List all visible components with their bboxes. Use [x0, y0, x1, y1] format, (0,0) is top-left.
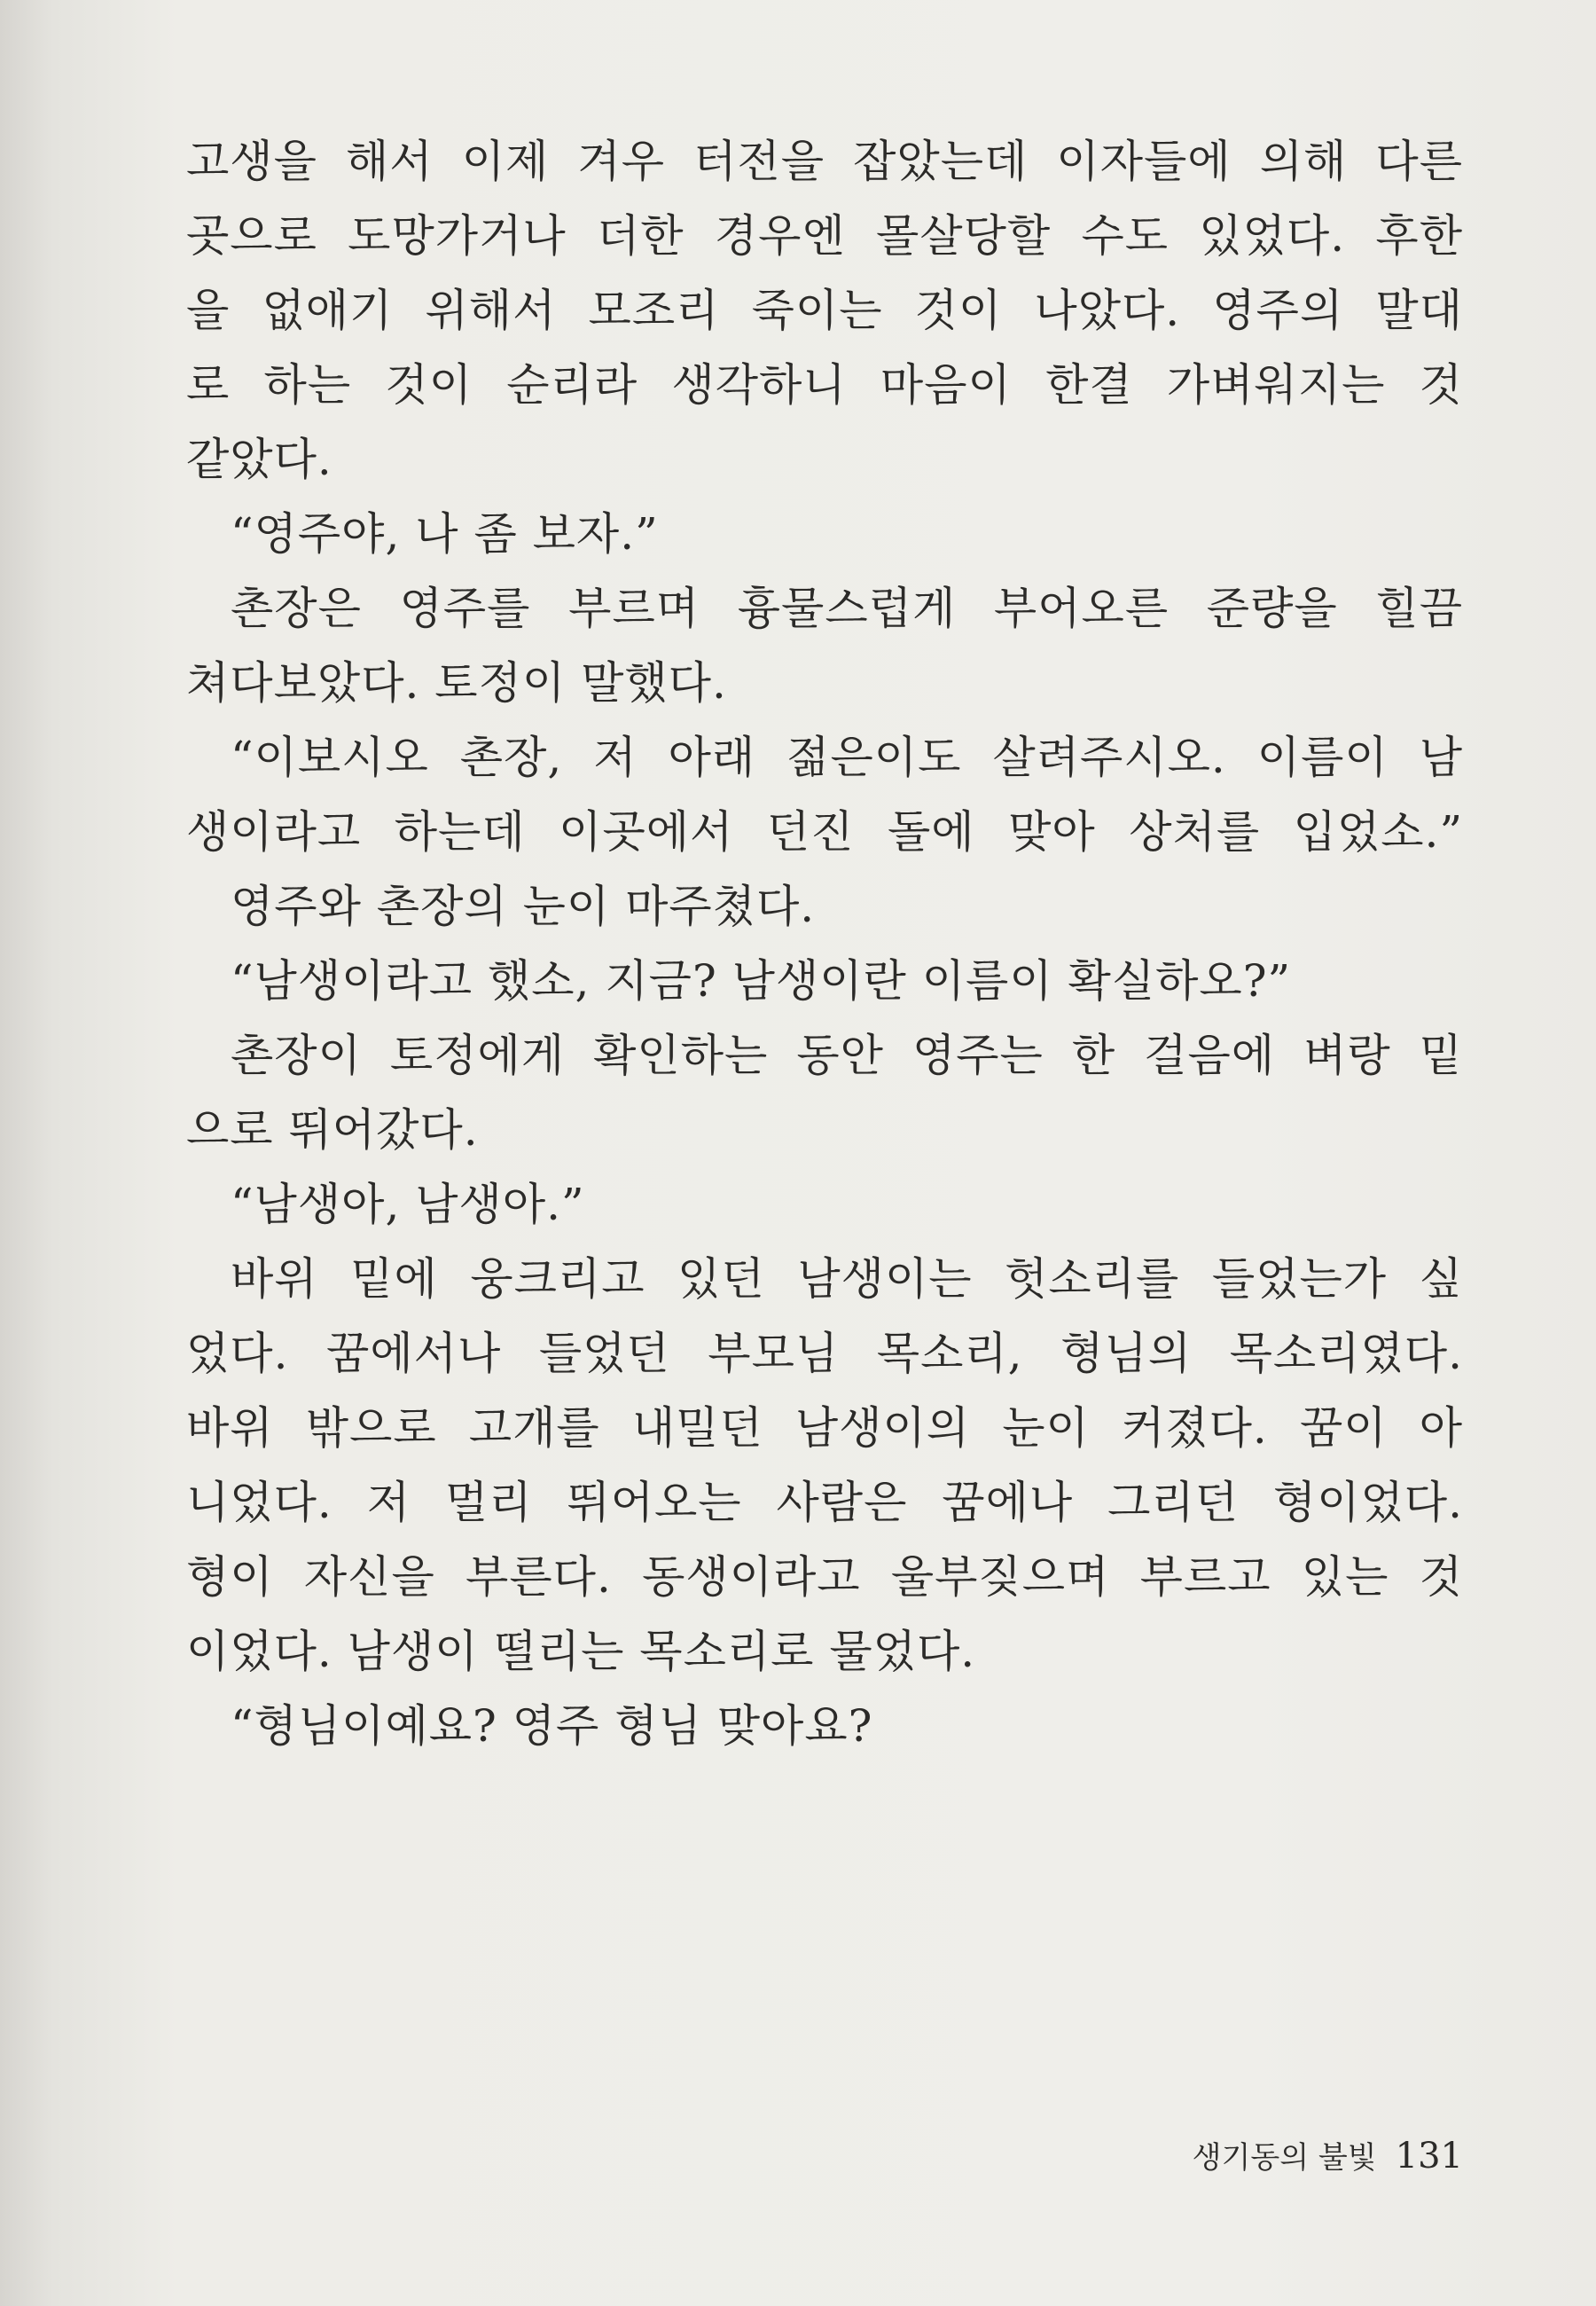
- text-line: “남생이라고 했소, 지금? 남생이란 이름이 확실하오?”: [231, 955, 1292, 1007]
- text-line: 고생을 해서 이제 겨우 터전을 잡았는데 이자들에 의해 다른: [186, 136, 1463, 187]
- text-line: 형이 자신을 부른다. 동생이라고 울부짖으며 부르고 있는 것: [186, 1551, 1463, 1603]
- text-line: 같았다.: [186, 434, 332, 485]
- text-line: 쳐다보았다. 토정이 말했다.: [186, 657, 727, 709]
- text-line: 촌장이 토정에게 확인하는 동안 영주는 한 걸음에 벼랑 밑: [231, 1030, 1463, 1081]
- text-line: 바위 밖으로 고개를 내밀던 남생이의 눈이 커졌다. 꿈이 아: [186, 1402, 1463, 1454]
- text-line: “이보시오 촌장, 저 아래 젊은이도 살려주시오. 이름이 남: [231, 732, 1463, 783]
- text-line: 바위 밑에 웅크리고 있던 남생이는 헛소리를 들었는가 싶: [231, 1253, 1463, 1305]
- text-line: 으로 뛰어갔다.: [186, 1104, 479, 1156]
- text-line: 니었다. 저 멀리 뛰어오는 사람은 꿈에나 그리던 형이었다.: [186, 1477, 1463, 1528]
- text-line: 생이라고 하는데 이곳에서 던진 돌에 맞아 상처를 입었소.”: [186, 806, 1463, 858]
- page-footer: [1193, 2133, 1463, 2177]
- text-line: 이었다. 남생이 떨리는 목소리로 물었다.: [186, 1626, 976, 1677]
- text-line: “영주야, 나 좀 보자.”: [231, 508, 659, 560]
- text-line: “남생아, 남생아.”: [231, 1179, 585, 1230]
- text-line: “형님이예요? 영주 형님 맞아요?: [231, 1700, 873, 1752]
- text-line: 었다. 꿈에서나 들었던 부모님 목소리, 형님의 목소리였다.: [186, 1328, 1463, 1379]
- text-line: 촌장은 영주를 부르며 흉물스럽게 부어오른 준량을 힐끔: [231, 583, 1463, 634]
- body-text: [186, 124, 1463, 1763]
- text-line: 곳으로 도망가거나 더한 경우엔 몰살당할 수도 있었다. 후한: [186, 210, 1463, 262]
- text-line: 로 하는 것이 순리라 생각하니 마음이 한결 가벼워지는 것: [186, 359, 1463, 411]
- page-number: 131: [1395, 2136, 1463, 2177]
- text-line: 영주와 촌장의 눈이 마주쳤다.: [231, 881, 816, 932]
- running-title: 생기동의 불빛: [1192, 2140, 1377, 2176]
- text-line: 을 없애기 위해서 모조리 죽이는 것이 나았다. 영주의 말대: [186, 285, 1463, 336]
